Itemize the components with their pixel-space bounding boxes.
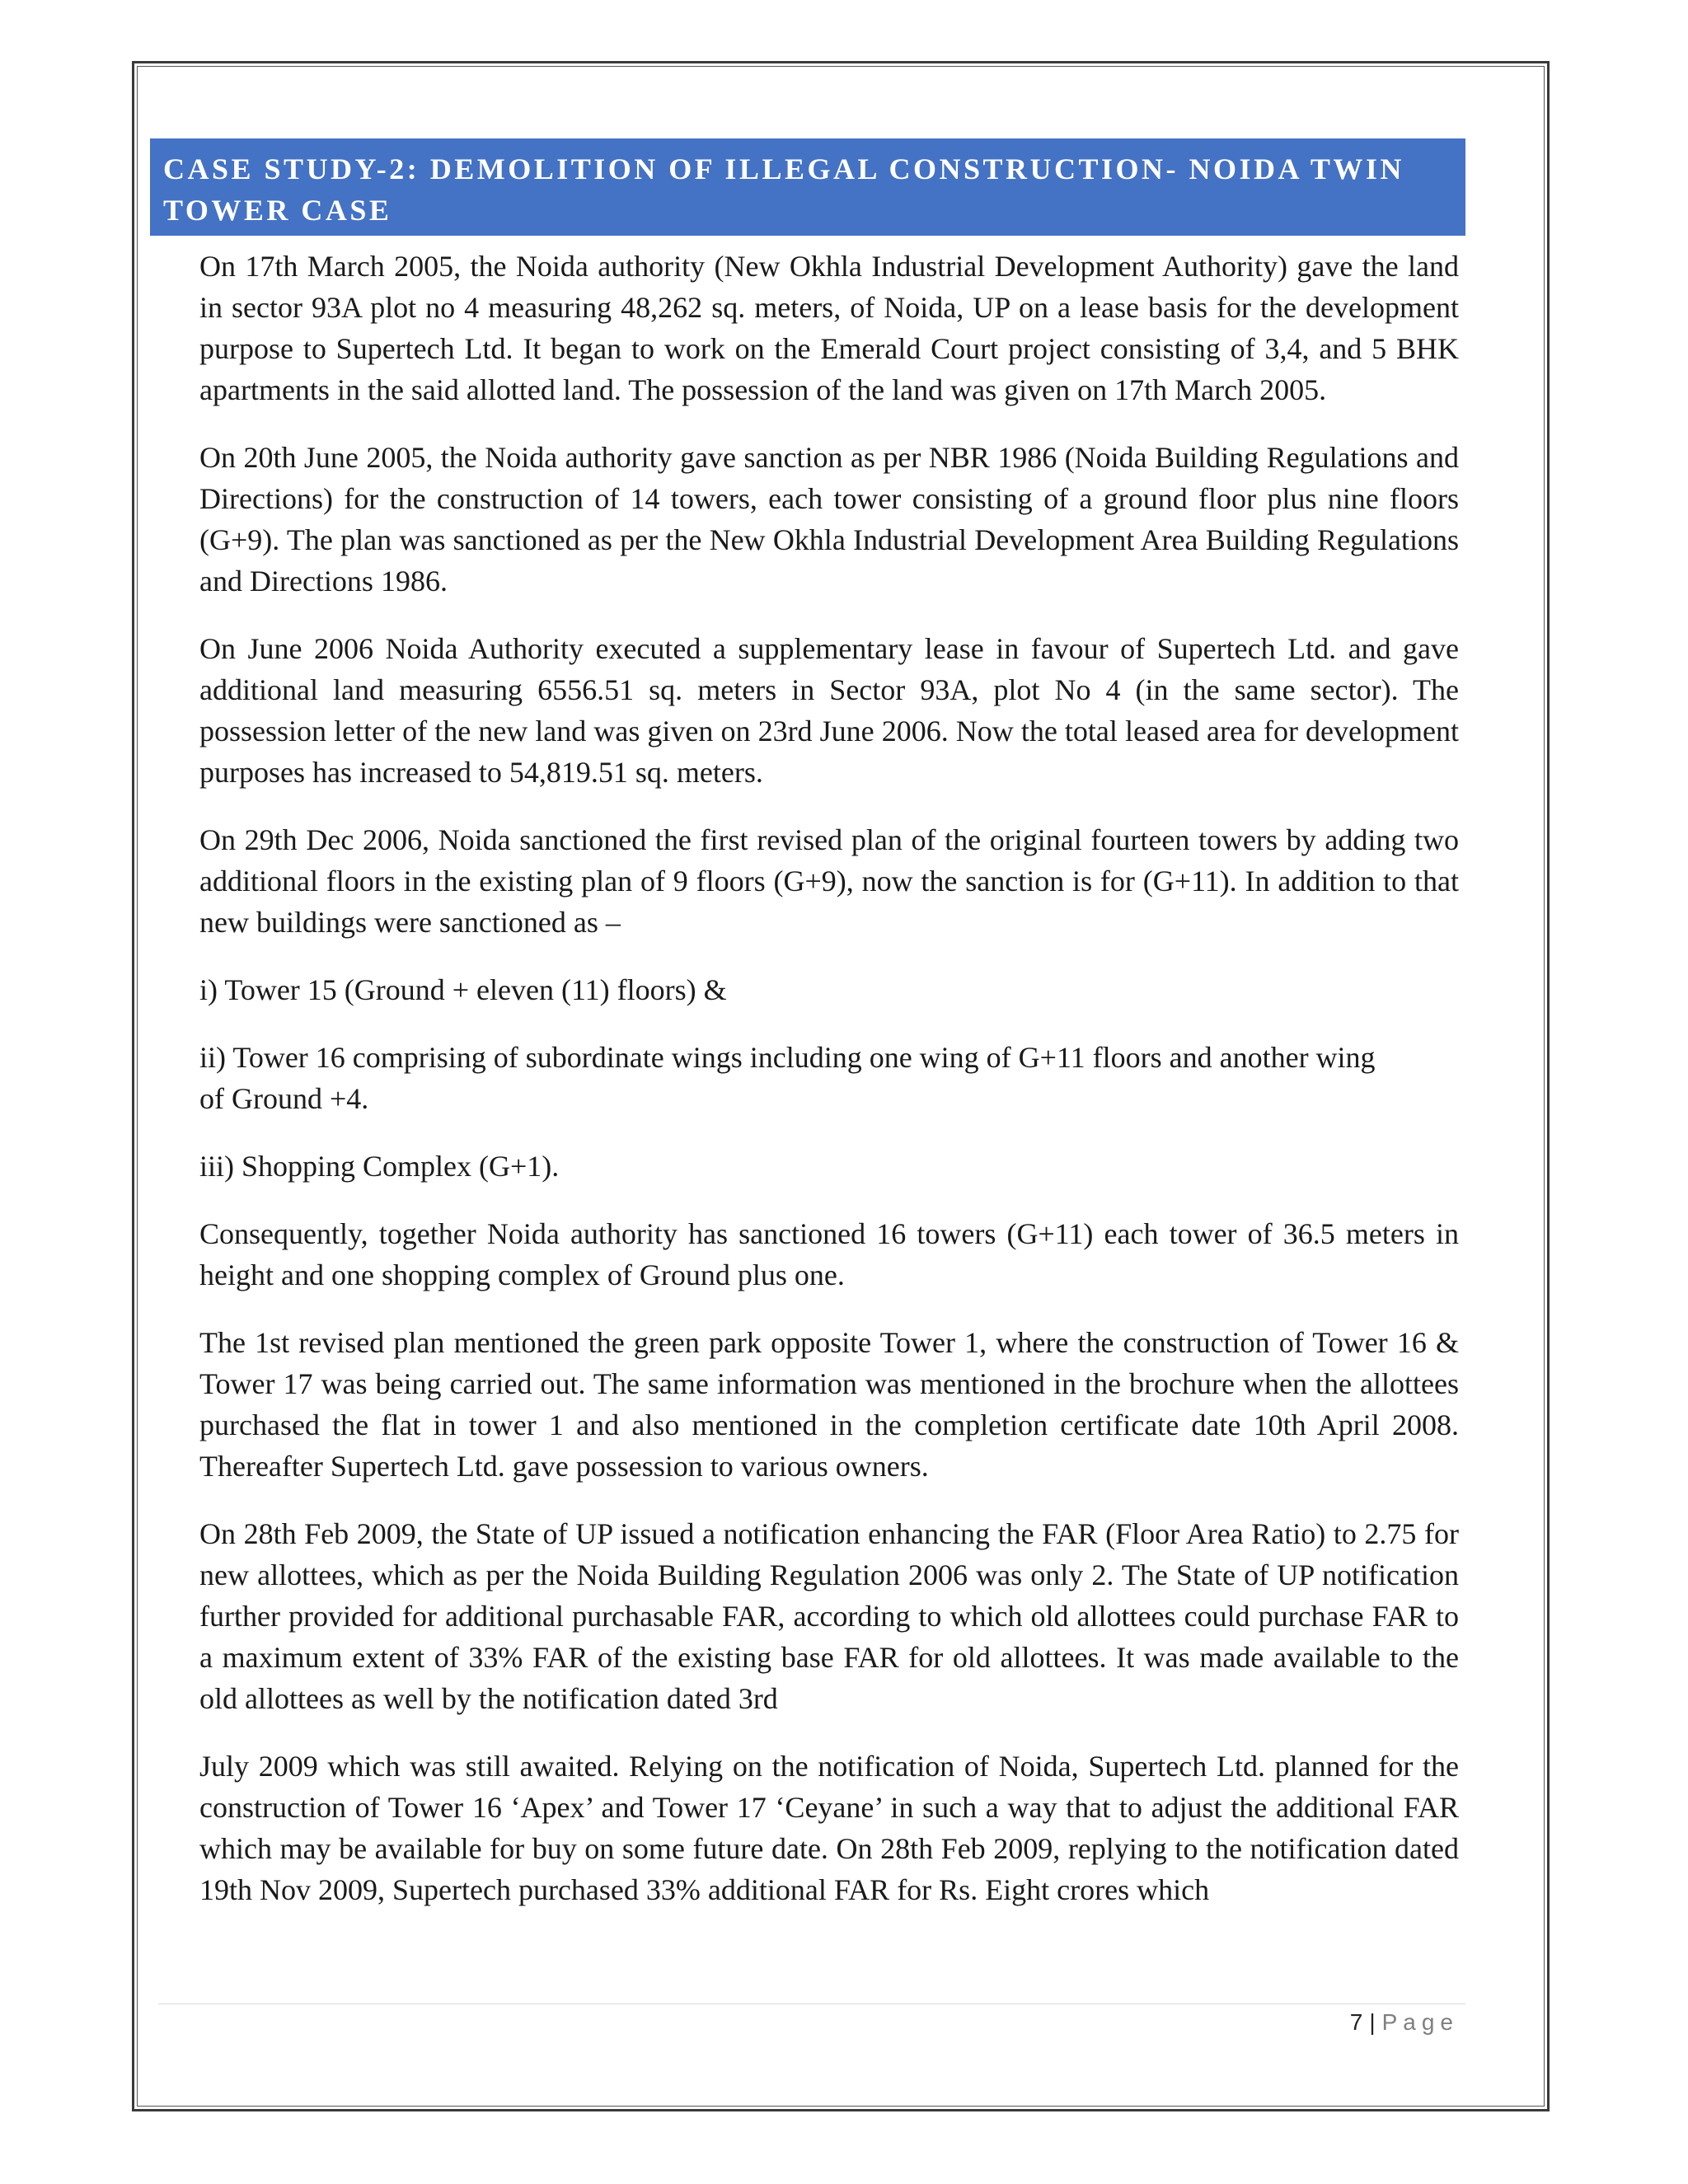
body-text [199, 246, 1459, 1937]
paragraph-supplementary-lease-2006: On June 2006 Noida Authority executed a supplementary lease in favour of Supertech Ltd. and gave additional land measuring 6556.51 sq. meters in Sector 93A, plot No 4 (in the same sector). The possession letter of the new land was given on 23rd June 2006. Now the total leased area for development purposes has increased to 54,819.51 sq. meters. [199, 632, 1459, 789]
list-item-tower-16: ii) Tower 16 comprising of subordinate wings including one wing of G+11 floors and another wing [199, 1041, 1376, 1074]
footer-separator: | [1369, 2009, 1376, 2035]
paragraph-first-revised-plan: The 1st revised plan mentioned the green park opposite Tower 1, where the construction of Tower 16 & Tower 17 was being carried out. The same information was mentioned in the brochure when the allottees purchased the flat in tower 1 and also mentioned in the completion certificate date 10th April 2008. Thereafter Supertech Ltd. gave possession to various owners. [199, 1326, 1459, 1483]
paragraph-far-notification-2009: On 28th Feb 2009, the State of UP issued a notification enhancing the FAR (Floor Area Ratio) to 2.75 for new allottees, which as per the Noida Building Regulation 2006 was only 2. The State of UP notification further provided for additional purchasable FAR, according to which old allottees could purchase FAR to a maximum extent of 33% FAR of the existing base FAR for old allottees. It was made available to the old allottees as well by the notification dated 3rd [199, 1517, 1459, 1715]
paragraph-consequently: Consequently, together Noida authority has sanctioned 16 towers (G+11) each tower of 36.5 meters in height and one shopping complex of Ground plus one. [199, 1217, 1459, 1291]
page-number: 7 [1349, 2009, 1363, 2035]
section-heading-line-2: TOWER CASE [163, 194, 392, 227]
paragraph-sanction-2005: On 20th June 2005, the Noida authority gave sanction as per NBR 1986 (Noida Building Regulations and Directions) for the construction of 14 towers, each tower consisting of a ground floor plus nine floors (G+9). The plan was sanctioned as per the New Okhla Industrial Development Area Building Regulations and Directions 1986. [199, 441, 1459, 598]
list-item-tower-16-continued: of Ground +4. [199, 1082, 369, 1115]
section-heading-line-1: CASE STUDY-2: DEMOLITION OF ILLEGAL CONSTRUCTION- NOIDA TWIN [163, 152, 1404, 185]
paragraph-apex-ceyane: July 2009 which was still awaited. Relying on the notification of Noida, Supertech Ltd. planned for the construction of Tower 16 ‘Apex’ and Tower 17 ‘Ceyane’ in such a way that to adjust the additional FAR which may be available for buy on some future date. On 28th Feb 2009, replying to the notification dated 19th Nov 2009, Supertech purchased 33% additional FAR for Rs. Eight crores which [199, 1750, 1459, 1906]
page-label: Page [1381, 2009, 1459, 2035]
section-heading [150, 138, 1465, 236]
paragraph-revised-plan-2006: On 29th Dec 2006, Noida sanctioned the first revised plan of the original fourteen towers by adding two additional floors in the existing plan of 9 floors (G+9), now the sanction is for (G+11). In addition to that new buildings were sanctioned as – [199, 823, 1459, 939]
page-footer [1350, 2009, 1459, 2036]
list-item-shopping-complex: iii) Shopping Complex (G+1). [199, 1150, 560, 1183]
paragraph-lease-2005: On 17th March 2005, the Noida authority (New Okhla Industrial Development Authority) gave the land in sector 93A plot no 4 measuring 48,262 sq. meters, of Noida, UP on a lease basis for the development purpose to Supertech Ltd. It began to work on the Emerald Court project consisting of 3,4, and 5 BHK apartments in the said allotted land. The possession of the land was given on 17th March 2005. [199, 250, 1459, 406]
list-item-tower-15: i) Tower 15 (Ground + eleven (11) floors) & [199, 973, 727, 1006]
